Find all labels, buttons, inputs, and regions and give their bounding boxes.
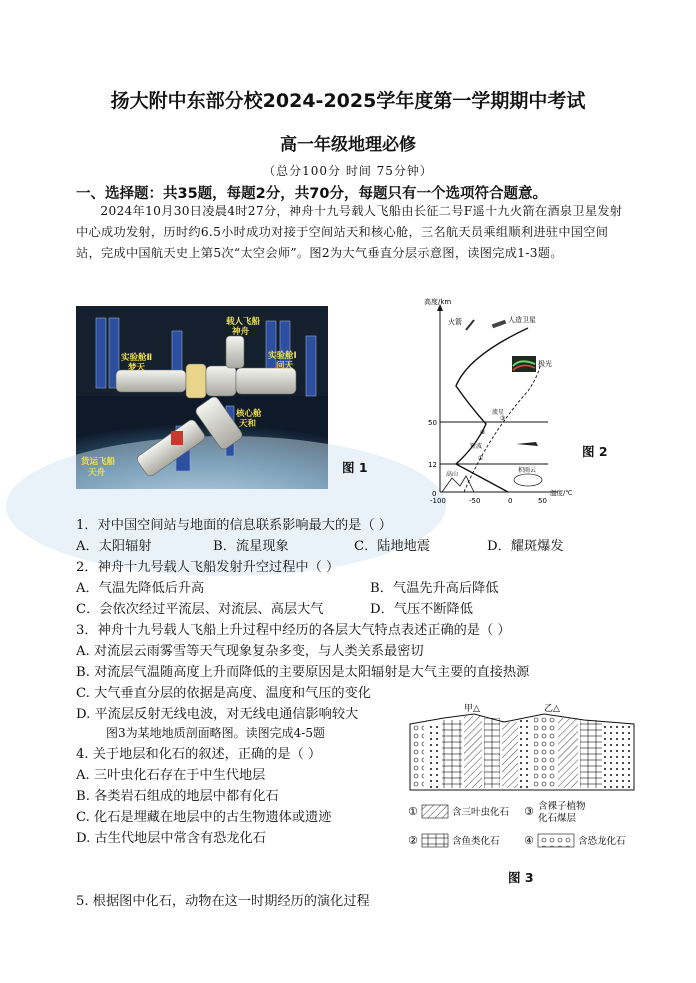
- svg-text:④: ④: [524, 834, 534, 847]
- svg-text:①: ①: [408, 805, 418, 818]
- legend-gymnosperm-line1: 含裸子植物: [538, 801, 586, 812]
- legend-dinosaur: 含恐龙化石: [578, 836, 626, 847]
- label-wentian: 实验舱Ⅰ: [268, 351, 297, 361]
- figure2-diagram: [408, 296, 573, 506]
- question-5-stem: 5. 根据图中化石，动物在这一时期经历的演化过程: [76, 894, 370, 909]
- question-3-stem: 3．神舟十九号载人飞船上升过程中经历的各层大气特点表述正确的是（ ）: [76, 623, 511, 638]
- figure3-intro: 图3为某地地质剖面略图。读图完成4-5题: [106, 726, 325, 740]
- svg-text:12: 12: [428, 461, 437, 469]
- svg-text:②: ②: [408, 834, 418, 847]
- svg-text:-100: -100: [430, 497, 446, 505]
- figure2-label: 图 2: [582, 444, 608, 459]
- svg-text:人造卫星: 人造卫星: [508, 316, 536, 324]
- svg-text:短波: 短波: [470, 443, 483, 450]
- svg-text:③: ③: [500, 415, 506, 422]
- q2-option-c: C．会依次经过平流层、对流层、高层大气: [76, 602, 324, 617]
- q1-option-d: D．耀斑爆发: [487, 539, 564, 554]
- q1-option-b: B．流星现象: [213, 539, 289, 554]
- legend-dinosaur-swatch: [538, 834, 574, 847]
- legend-fish: 含鱼类化石: [452, 836, 500, 847]
- q2-option-b: B．气温先升高后降低: [370, 581, 499, 596]
- peak-jia: 甲△: [464, 704, 480, 714]
- svg-text:问天: 问天: [276, 361, 294, 371]
- q4-option-d: D. 古生代地层中常含有恐龙化石: [76, 831, 266, 846]
- q4-option-b: B. 各类岩石组成的地层中都有化石: [76, 789, 279, 804]
- legend-gymnosperm-line2: 化石煤层: [538, 813, 577, 824]
- svg-text:③: ③: [524, 805, 534, 818]
- svg-text:极光: 极光: [538, 360, 552, 368]
- legend-trilobite: 含三叶虫化石: [452, 807, 510, 818]
- q2-option-d: D．气压不断降低: [370, 602, 473, 617]
- score-time-line: （总分100分 时间 75分钟）: [263, 164, 433, 178]
- figure3-diagram: [404, 700, 644, 860]
- section-heading: 一、选择题：共35题，每题2分，共70分，每题只有一个选项符合题意。: [76, 186, 547, 202]
- question-1-stem: 1．对中国空间站与地面的信息联系影响最大的是（ ）: [76, 518, 392, 533]
- svg-text:0: 0: [508, 497, 513, 505]
- svg-text:高山: 高山: [446, 471, 459, 478]
- svg-text:50: 50: [538, 497, 547, 505]
- peak-yi: 乙△: [544, 704, 560, 714]
- q3-option-a: A. 对流层云雨雾雪等天气现象复杂多变，与人类关系最密切: [76, 644, 424, 659]
- rocket-icon: [466, 320, 474, 330]
- svg-text:流星: 流星: [492, 409, 505, 416]
- atmosphere-layers-chart: [408, 296, 573, 506]
- aurora-icon: [512, 356, 536, 372]
- cloud-icon: [514, 474, 542, 486]
- legend-trilobite-swatch: [422, 805, 448, 818]
- x-axis-label: 温度/℃: [550, 489, 573, 497]
- svg-text:①: ①: [478, 455, 484, 462]
- airplane-icon: [516, 442, 538, 446]
- exam-title: 扬大附中东部分校2024-2025学年度第一学期期中考试: [110, 90, 586, 112]
- figure1-label: 图 1: [342, 460, 368, 475]
- figure1-photo: [76, 306, 328, 489]
- label-shenzhou: 载人飞船: [226, 317, 261, 327]
- svg-text:火箭: 火箭: [448, 318, 462, 326]
- y-axis-label: 高度/km: [424, 298, 452, 306]
- svg-text:天和: 天和: [239, 419, 257, 429]
- svg-text:梦天: 梦天: [128, 363, 146, 373]
- legend-fish-swatch: [422, 834, 448, 847]
- mountain-icon: [442, 476, 474, 492]
- q4-option-c: C. 化石是埋藏在地层中的古生物遗体或遗迹: [76, 810, 332, 825]
- geologic-section-chart: [404, 700, 644, 860]
- q3-option-b: B. 对流层气温随高度上升而降低的主要原因是太阳辐射是大气主要的直接热源: [76, 665, 530, 680]
- space-station-illustration: [76, 306, 328, 489]
- svg-text:②: ②: [480, 429, 486, 436]
- label-tianzhou: 货运飞船: [81, 457, 116, 467]
- svg-text:神舟: 神舟: [232, 327, 250, 337]
- question-2-stem: 2．神舟十九号载人飞船发射升空过程中（ ）: [76, 560, 340, 575]
- svg-text:50: 50: [428, 419, 437, 427]
- exam-subtitle: 高一年级地理必修: [280, 135, 416, 155]
- satellite-icon: [492, 320, 507, 329]
- q3-option-d: D. 平流层反射无线电波，对无线电通信影响较大: [76, 707, 359, 722]
- q1-option-c: C．陆地地震: [354, 539, 431, 554]
- svg-text:0: 0: [432, 490, 437, 498]
- svg-text:积雨云: 积雨云: [518, 467, 537, 474]
- label-mengtian: 实验舱Ⅱ: [121, 353, 153, 363]
- svg-text:-50: -50: [469, 497, 481, 505]
- q3-option-c: C. 大气垂直分层的依据是高度、温度和气压的变化: [76, 686, 371, 701]
- q1-option-a: A．太阳辐射: [76, 539, 152, 554]
- question-4-stem: 4. 关于地层和化石的叙述，正确的是（ ）: [76, 747, 322, 762]
- intro-paragraph: 2024年10月30日凌晨4时27分，神舟十九号载人飞船由长征二号F遥十九火箭在酒泉卫星发射中心成功发射，历时约6.5小时成功对接于空间站天和核心舱，三名航天员乘组顺利进驻中国空间站，完成中国航天史上第5次“太空会师”。图2为大气垂直分层示意图，读图完成1-3题。: [76, 204, 623, 260]
- svg-text:天舟: 天舟: [88, 468, 106, 478]
- q2-option-a: A．气温先降低后升高: [76, 581, 205, 596]
- label-tianhe: 核心舱: [236, 409, 262, 419]
- q4-option-a: A. 三叶虫化石存在于中生代地层: [76, 768, 266, 783]
- figure3-label: 图 3: [508, 870, 534, 885]
